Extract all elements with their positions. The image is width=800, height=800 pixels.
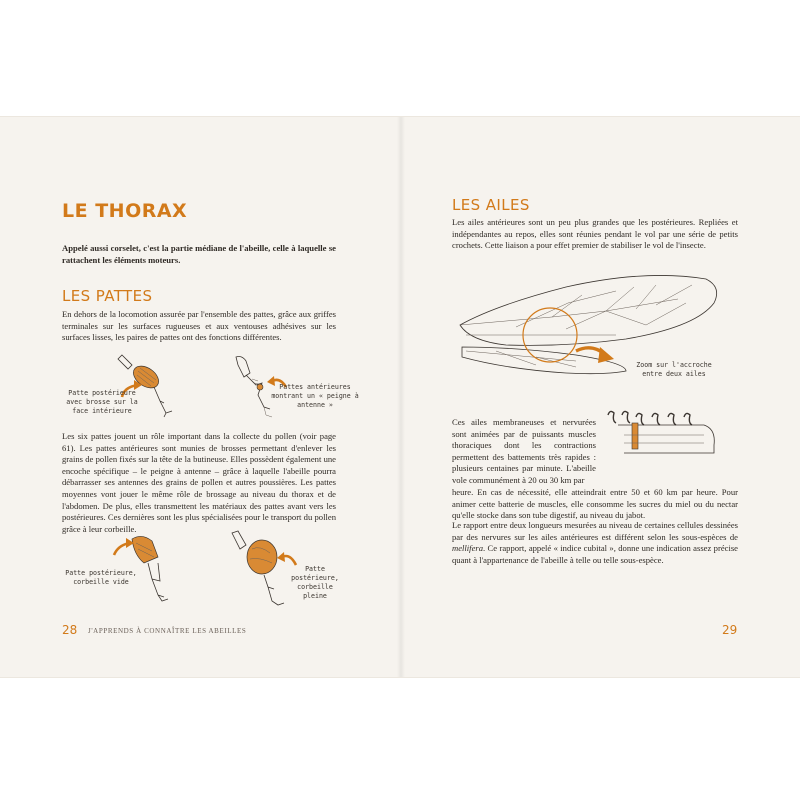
chapter-title: LE THORAX bbox=[62, 200, 188, 222]
caption-full-basket: Patte postérieure, corbeille pleine bbox=[291, 565, 339, 600]
orange-arrow-zoom bbox=[574, 341, 616, 365]
pattes-paragraph-2: Les six pattes jouent un rôle important dans la collecte du pollen (voir page 61). Les pattes antérieures sont munies de brosses permettant d'enlever les grains de pollen fixés sur la tête de la butineuse. Elles possèdent également une encoche spécifique – le peigne à antenne – grâce à laquelle l'abeille pourra débarrasser ses antennes des grains de pollen et autres poussières. Les pattes moyennes vont jouer le même rôle de brossage au niveau du thorax et de l'abdomen. De plus, elles transmettent les matériaux des pattes avant vers les postérieures. Ces dernières sont les plus spécialisées pour le transport du pollen grâce à leur corbeille. bbox=[62, 431, 336, 534]
caption-antenna: Pattes antérieures montrant un « peigne à antenne » bbox=[271, 383, 359, 409]
intro-paragraph: Appelé aussi corselet, c'est la partie médiane de l'abeille, celle à laquelle se rattachent les éléments moteurs. bbox=[62, 243, 336, 265]
book-spread bbox=[0, 117, 800, 677]
ailes-paragraph-2b: heure. En cas de nécessité, elle atteindrait entre 50 et 60 km par heure. Pour animer cette batterie de muscles, elle consomme les sucres du miel ou du nectar qu'elle stocke dans son tube digestif, au niveau du jabot. bbox=[452, 487, 738, 521]
ailes-paragraph-3-end: . Ce rapport, appelé « indice cubital », donne une indication assez précise quant à l'appartenance de l'abeille à telle ou telle sous-espèce. bbox=[452, 543, 738, 565]
ailes-paragraph-3 bbox=[452, 520, 738, 566]
page-number-right: 29 bbox=[722, 623, 738, 637]
page-number-left: 28 bbox=[62, 623, 78, 637]
caption-empty-basket: Patte postérieure, corbeille vide bbox=[65, 569, 137, 586]
running-title: J'APPRENDS À CONNAÎTRE LES ABEILLES bbox=[88, 627, 247, 635]
caption-zoom: Zoom sur l'accroche entre deux ailes bbox=[636, 361, 712, 378]
wing-hook-zoom-illustration bbox=[604, 405, 720, 455]
section-title-pattes: LES PATTES bbox=[62, 287, 153, 305]
book-gutter bbox=[397, 117, 405, 677]
species-name: mellifera bbox=[452, 543, 484, 554]
pattes-paragraph-1: En dehors de la locomotion assurée par l'ensemble des pattes, grâce aux griffes terminales sur les surfaces rugueuses et aux ventouses adhésives sur les surfaces lisses, les paires de pattes ont des fonctions différentes. bbox=[62, 309, 336, 343]
ailes-paragraph-3-start: Le rapport entre deux longueurs mesurées au niveau de certaines cellules dessinées par des nervures sur les ailes antérieures est différent selon les sous-espèces de bbox=[452, 520, 738, 542]
orange-arrow-empty bbox=[112, 537, 136, 557]
ailes-paragraph-2a: Ces ailes membraneuses et nervurées sont animées par de puissants muscles thoraciques dont les contractions permettent des battements très rapides : plusieurs centaines par minute. L'abeille vole communément à 20 ou 30 km par bbox=[452, 417, 596, 485]
section-title-ailes: LES AILES bbox=[452, 196, 530, 214]
caption-brush: Patte postérieure avec brosse sur la face intérieure bbox=[66, 389, 138, 415]
ailes-paragraph-1: Les ailes antérieures sont un peu plus grandes que les postérieures. Repliées et indépendantes au repos, elles sont réunies pendant le vol par une série de petits crochets. Cette liaison a pour effet premier de stabiliser le vol de l'insecte. bbox=[452, 217, 738, 251]
